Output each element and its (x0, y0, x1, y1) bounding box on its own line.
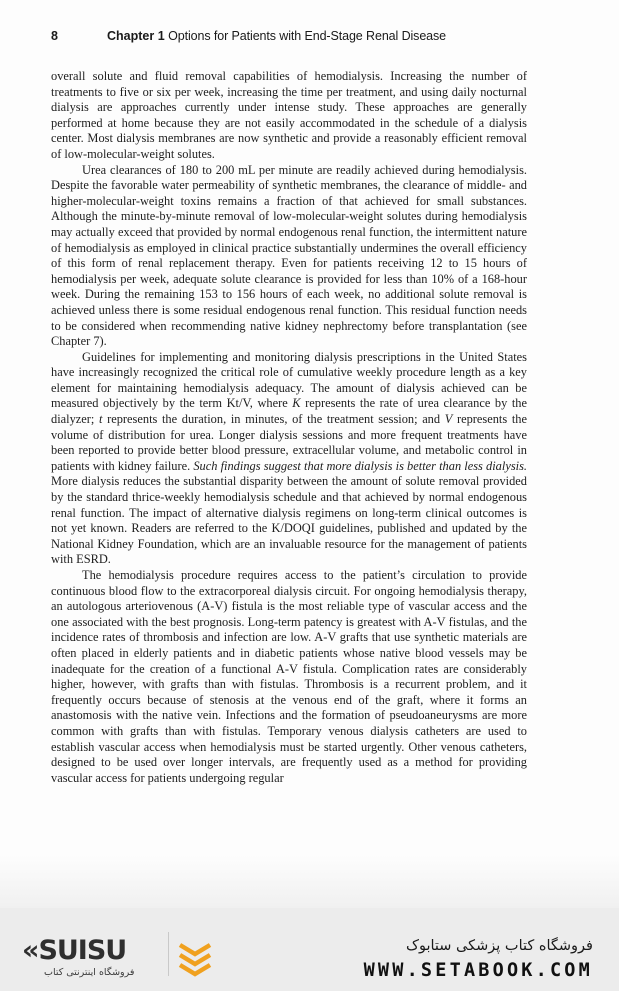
bottom-fade (0, 855, 619, 915)
paragraph-3-text-d: represents the volume of distribution for urea. Longer dialysis sessions and more frequent treatments have been reported to provide better blood pressure, extracellular volume, and metabolic control in patients with kidney failure. (51, 412, 527, 473)
variable-v: V (444, 412, 453, 427)
chapter-label: Chapter 1 (107, 29, 165, 43)
body-text (51, 69, 527, 786)
chapter-title: Options for Patients with End-Stage Renal Disease (168, 29, 447, 43)
store-url[interactable]: WWW.SETABOOK.COM (363, 960, 593, 981)
running-head (51, 29, 531, 45)
store-title: فروشگاه کتاب پزشکی ستابوک (405, 938, 593, 954)
paragraph-1: overall solute and fluid removal capabilities of hemodialysis. Increasing the number of treatments to five or six per week, increasing the time per treatment, and using daily nocturnal dialysis are approaches currently under intense study. These approaches are generally performed at home because they are not easily accommodated in the schedule of a dialysis center. Most dialysis membranes are now synthetic and provide a reasonably efficient removal of low-molecular-weight solutes. (51, 69, 527, 161)
emphasized-finding: Such findings suggest that more dialysis is better than less dialysis. (193, 458, 527, 473)
paragraph-2: Urea clearances of 180 to 200 mL per minute are readily achieved during hemodialysis. Despite the favorable water permeability of synthetic membranes, the clearance of middle- and higher-molecular-weight toxins remains a fraction of that achieved for small substances. Although the minute-by-minute removal of low-molecular-weight solutes during hemodialysis may actually exceed that provided by normal endogenous renal function, the intermittent nature of hemodialysis as employed in clinical practice substantially undermines the overall efficiency of this form of renal replacement therapy. Even for patients receiving 12 to 15 hours of hemodialysis per week, adequate solute clearance is provided for less than 10% of a 168-hour week. During the remaining 153 to 156 hours of each week, no additional solute removal is achieved unless there is some residual endogenous renal function. This residual function needs to be considered when recommending native kidney nephrectomy before transplantation (see Chapter 7). (51, 162, 527, 349)
variable-k: K (292, 396, 301, 411)
logo-wordmark: «SUISU (22, 935, 127, 966)
chevron-logo-icon (178, 941, 212, 979)
logo-tagline: فروشگاه اینترنتی کتاب (44, 967, 135, 978)
paragraph-3-text-b: represents the rate of urea clearance by the dialyzer; (51, 396, 527, 427)
paragraph-3-text-e: More dialysis reduces the substantial disparity between the amount of solute removal provided by the standard thrice-weekly hemodialysis schedule and that achieved by normal endogenous renal function. The impact of alternative dialysis regimens on long-term clinical outcomes is not yet known. Readers are referred to the K/DOQI guidelines, published and updated by the National Kidney Foundation, which are an invaluable resource for the management of patients with ESRD. (51, 474, 527, 567)
page-number: 8 (51, 29, 58, 43)
logo-divider (168, 932, 169, 976)
paragraph-3 (51, 350, 527, 568)
paragraph-4: The hemodialysis procedure requires access to the patient’s circulation to provide continuous blood flow to the extracorporeal dialysis circuit. For ongoing hemodialysis therapy, an autologous arteriovenous (A-V) fistula is the most reliable type of vascular access and the one associated with the best prognosis. Long-term patency is greatest with A-V fistulas, and the incidence rates of thrombosis and infection are low. A-V grafts that use synthetic materials are often placed in elderly patients and in diabetic patients whose native blood vessels may be inadequate for the creation of a functional A-V fistula. Complication rates are considerably higher, however, with grafts than with fistulas. Thrombosis is a recurrent problem, and it frequently occurs because of stenosis at the venous end of the graft, where it forms an anastomosis with the native vein. Infections and the formation of pseudoaneurysms are more common with grafts than with fistulas. Temporary venous dialysis catheters are used to establish vascular access when hemodialysis must be started urgently. Other venous catheters, designed to be used over longer intervals, are frequently used as a method for providing vascular access for patients undergoing regular (51, 568, 527, 785)
paragraph-3-text-c: represents the duration, in minutes, of the treatment session; and (102, 412, 445, 427)
variable-t: t (99, 412, 103, 427)
paragraph-3-text-a: Guidelines for implementing and monitoring dialysis prescriptions in the United States have increasingly recognized the critical role of cumulative weekly procedure length as a key element for maintaining hemodialysis adequacy. The amount of dialysis achieved can be measured objectively by the term Kt/V, where (51, 349, 527, 411)
